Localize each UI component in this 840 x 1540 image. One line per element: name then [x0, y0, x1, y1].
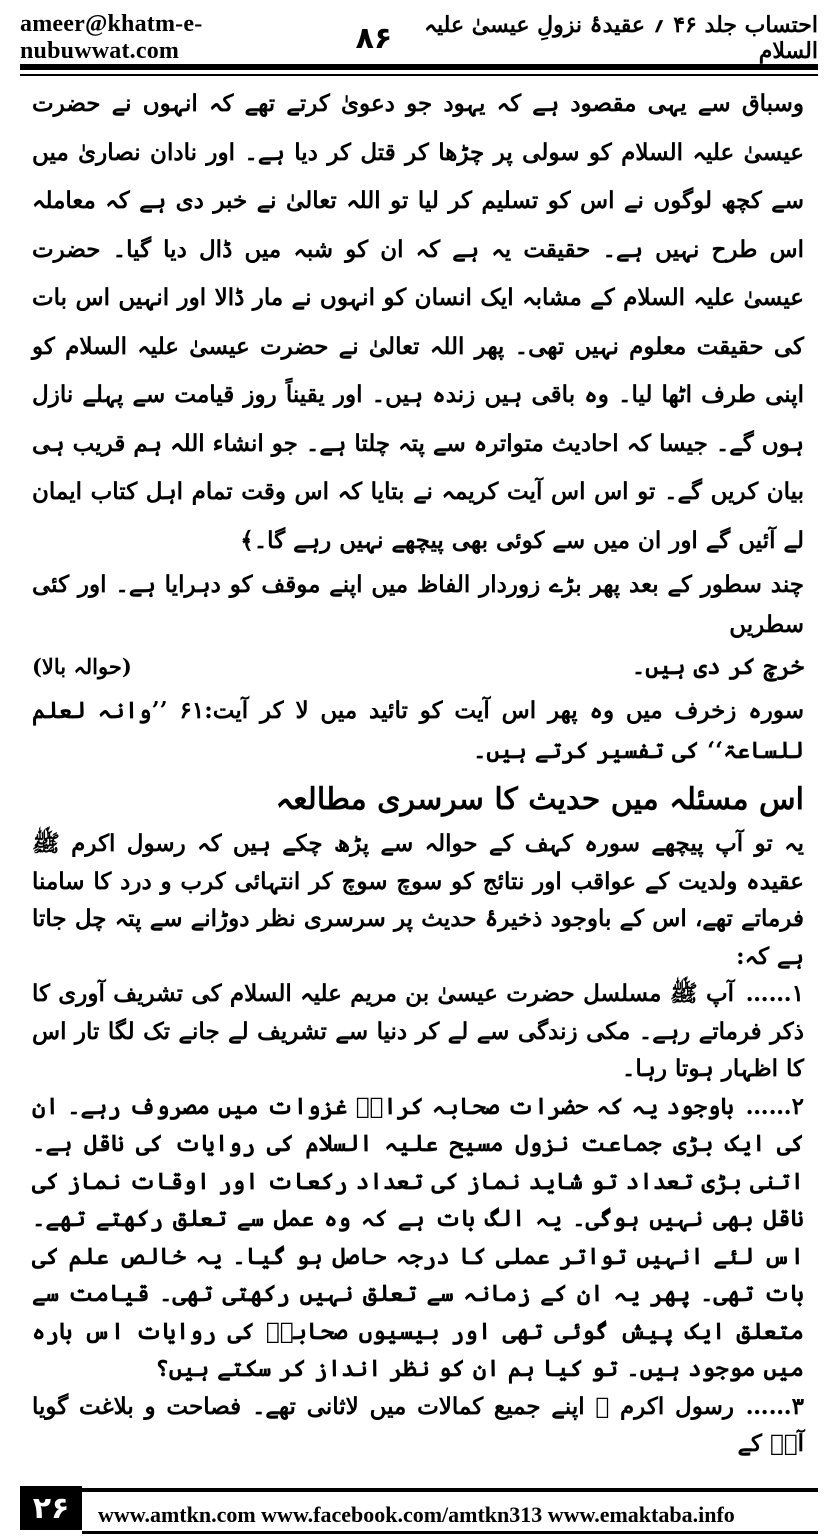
- item-number: ۱……: [745, 980, 804, 1007]
- body-paragraph-4: یہ تو آپ پیچھے سورہ کہف کے حوالہ سے پڑھ چکے ہیں کہ رسول اکرم ﷺ عقیدہ ولدیت کے عواقب اور نتائج کو سوچ سوچ کر انتہائی کرب و درد کا سامنا فرماتے تھے، اس کے باوجود ذخیرۂ حدیث پر سرسری نظر دوڑانے سے پتہ چل جاتا ہے کہ:: [32, 830, 805, 970]
- page-header: [20, 11, 818, 64]
- footer-rule-bottom: [82, 1531, 818, 1534]
- section-heading: اس مسئلہ میں حدیث کا سرسری مطالعہ: [275, 782, 804, 817]
- item-text: آپ ﷺ مسلسل حضرت عیسیٰ بن مریم علیہ السلام کی تشریف آوری کا ذکر فرماتے رہے۔ مکی زندگی سے لے کر دنیا سے تشریف لے جانے تک لگا تار اس کا اظہار ہوتا رہا۔: [32, 980, 804, 1082]
- header-email: ameer@khatm-e-nubuwwat.com: [20, 11, 203, 64]
- header-running-title: احتساب جلد ۴۶ ؍ عقیدۂ نزولِ عیسیٰ علیہ السلام: [424, 12, 818, 64]
- footer-page-number: ۲۶: [20, 1486, 82, 1530]
- header-rule-thick: [20, 64, 818, 70]
- item-number: ۲……: [745, 1092, 804, 1120]
- numbered-item-1: [32, 975, 804, 1088]
- header-rule-thin: [20, 74, 818, 76]
- body-paragraph-2: چند سطور کے بعد پھر بڑے زوردار الفاظ میں اپنے موقف کو دہرایا ہے۔ اور کئی سطریں: [32, 571, 804, 638]
- footer-rule: [82, 1488, 818, 1492]
- numbered-item-2: [32, 1088, 804, 1388]
- item-number: ۳……: [745, 1392, 804, 1420]
- page-body: [32, 80, 804, 1463]
- footer-urls: www.amtkn.com www.facebook.com/amtkn313 www.emaktaba.info: [98, 1502, 735, 1527]
- header-page-number: ۸۶: [355, 20, 393, 56]
- numbered-item-3: [32, 1388, 804, 1463]
- item-text: باوجود یہ کہ حضرات صحابہ کرامؓ غزوات میں مصروف رہے۔ ان کی ایک بڑی جماعت نزول مسیح علیہ السلام کی روایات کی ناقل ہے۔ اتنی بڑی تعداد تو شاید نماز کی تعداد رکعات اور اوقات نماز کی ناقل بھی نہیں ہوگی۔ یہ الگ بات ہے کہ وہ عمل سے تعلق رکھتے تھے۔ اس لئے انہیں تواتر عملی کا درجہ حاصل ہو گیا۔ یہ خالص علم کی بات تھی۔ پھر یہ ان کے زمانہ سے تعلق نہیں رکھتی تھی۔ قیامت سے متعلق ایک پیش گوئی تھی اور بیسیوں صحابہؓ کی روایات اس بارہ میں موجود ہیں۔ تو کیا ہم ان کو نظر انداز کر سکتے ہیں؟: [32, 1092, 804, 1382]
- reference-line: [32, 645, 804, 689]
- body-paragraph-3: سورہ زخرف میں وہ پھر اس آیت کو تائید میں لا کر آیت:۶۱ ’’وانہ لعلم للساعۃ‘‘ کی تفسیر کرتے ہیں۔: [32, 697, 804, 764]
- item-text: رسول اکرم ﷺ اپنے جمیع کمالات میں لاثانی تھے۔ فصاحت و بلاغت گویا آپؐ کے: [32, 1392, 804, 1457]
- body-paragraph-1: وسباق سے یہی مقصود ہے کہ یہود جو دعویٰ کرتے تھے کہ انہوں نے حضرت عیسیٰ علیہ السلام کو سولی پر چڑھا کر قتل کر دیا ہے۔ اور نادان نصاریٰ میں سے کچھ لوگوں نے اس کو تسلیم کر لیا تو اللہ تعالیٰ نے خبر دی ہے کہ معاملہ اس طرح نہیں ہے۔ حقیقت یہ ہے کہ ان کو شبہ میں ڈال دیا گیا۔ حضرت عیسیٰ علیہ السلام کے مشابہ ایک انسان کو انہوں نے مار ڈالا اور انہیں اس بات کی حقیقت معلوم نہیں تھی۔ پھر اللہ تعالیٰ نے حضرت عیسیٰ علیہ السلام کو اپنی طرف اٹھا لیا۔ وہ باقی ہیں زندہ ہیں۔ اور یقیناً روز قیامت سے پہلے نازل ہوں گے۔ جیسا کہ احادیث متواترہ سے پتہ چلتا ہے۔ جو انشاء اللہ ہم قریب ہی بیان کریں گے۔ تو اس اس آیت کریمہ نے بتایا کہ اس وقت تمام اہل کتاب ایمان لے آئیں گے اور ان میں سے کوئی بھی پیچھے نہیں رہے گا۔﴾: [32, 90, 804, 554]
- reference-note: (حوالہ بالا): [32, 654, 132, 679]
- body-paragraph-2-end: خرچ کر دی ہیں۔: [631, 653, 804, 680]
